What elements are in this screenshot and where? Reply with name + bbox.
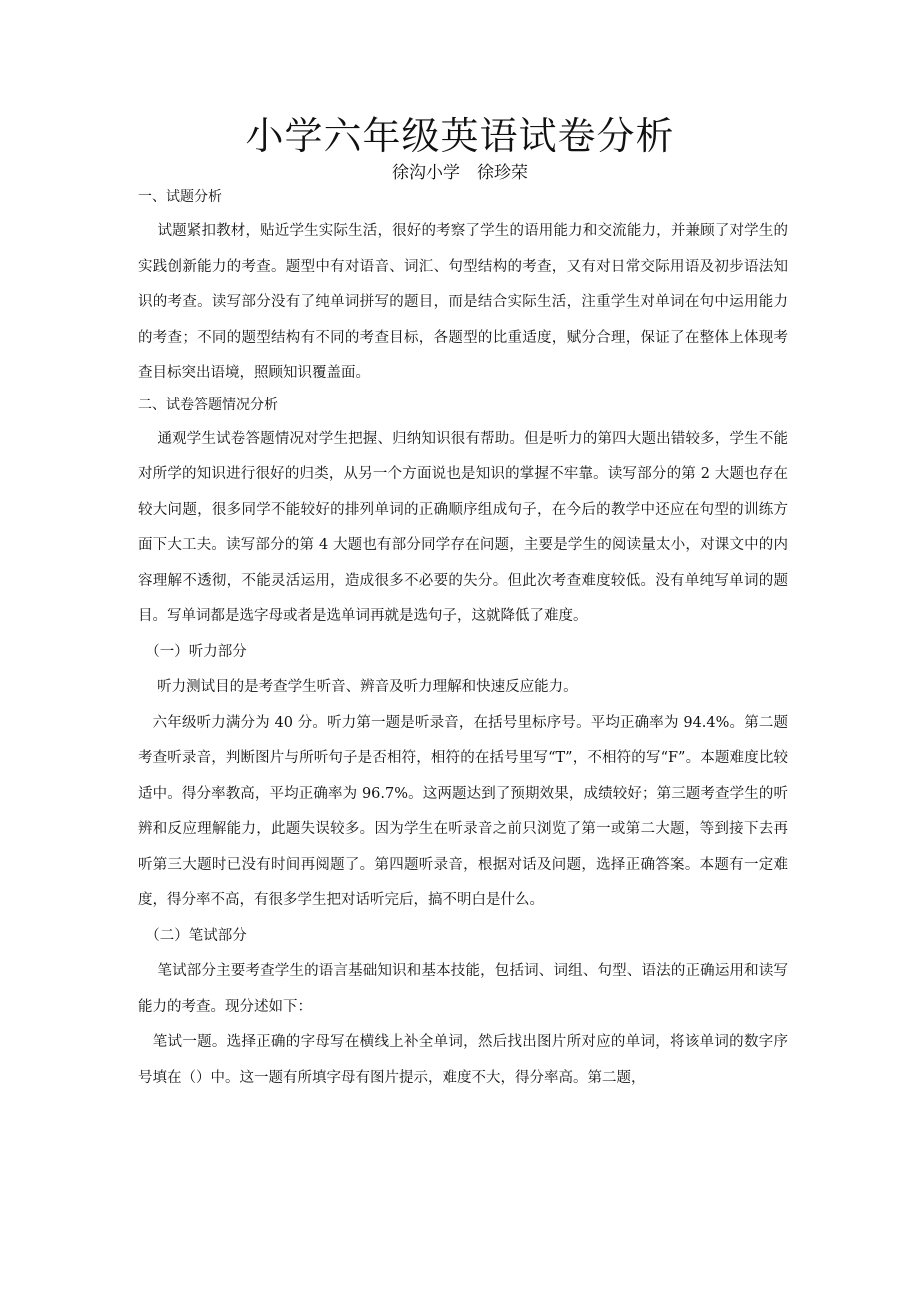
section-paragraph: 六年级听力满分为 40 分。听力第一题是听录音，在括号里标序号。平均正确率为 94.4%。第二题考查听录音，判断图片与所听句子是否相符，相符的在括号里写“T”，不相符的写“F”。本题难度比较适中。得分率教高，平均正确率为 96.7%。这两题达到了预期效果，成绩较好；第三题考查学生的听辨和反应理解能力，此题失误较多。因为学生在听录音之前只浏览了第一或第二大题，等到接下去再听第三大题时已没有时间再阅题了。第四题听录音，根据对话及问题，选择正确答案。本题有一定难度，得分率不高，有很多学生把对话听完后，搞不明白是什么。: [138, 714, 788, 908]
section-paragraph: 通观学生试卷答题情况对学生把握、归纳知识很有帮助。但是听力的第四大题出错较多，学生不能对所学的知识进行很好的归类，从另一个方面说也是知识的掌握不牢靠。读写部分的第 2 大题也存在较大问题，很多同学不能较好的排列单词的正确顺序组成句子，在今后的教学中还应在句型的训练方面下大工夫。读写部分的第 4 大题也有部分同学存在问题，主要是学生的阅读量太小，对课文中的内容理解不透彻，不能灵活运用，造成很多不必要的失分。但此次考查难度较低。没有单纯写单词的题目。写单词都是选字母或者是选单词再就是选句子，这就降低了难度。: [138, 430, 788, 624]
section-answer-analysis: [138, 394, 788, 635]
section-listening: [138, 635, 788, 919]
section-test-analysis: [138, 186, 788, 392]
section-paragraph: 试题紧扣教材，贴近学生实际生活，很好的考察了学生的语用能力和交流能力，并兼顾了对学生的实践创新能力的考查。题型中有对语音、词汇、句型结构的考查，又有对日常交际用语及初步语法知识的考查。读写部分没有了纯单词拼写的题目，而是结合实际生活，注重学生对单词在句中运用能力的考查；不同的题型结构有不同的考查目标，各题型的比重适度，赋分合理，保证了在整体上体现考查目标突出语境，照顾知识覆盖面。: [138, 223, 788, 381]
subsection-heading: （二）笔试部分: [138, 927, 247, 944]
section-paragraph: 笔试一题。选择正确的字母写在横线上补全单词，然后找出图片所对应的单词，将该单词的数字序号填在（）中。这一题有所填字母有图片提示，难度不大，得分率高。第二题，: [138, 1034, 788, 1086]
section-heading: 二、试卷答题情况分析: [138, 396, 278, 413]
document-title: 小学六年级英语试卷分析: [245, 114, 675, 158]
section-paragraph: 笔试部分主要考查学生的语言基础知识和基本技能，包括词、词组、句型、语法的正确运用和读写能力的考查。现分述如下：: [138, 963, 788, 1015]
section-paragraph: 听力测试目的是考查学生听音、辨音及听力理解和快速反应能力。: [138, 679, 578, 695]
subsection-heading: （一）听力部分: [138, 643, 247, 660]
section-written: [138, 919, 788, 1097]
document-author: 徐沟小学 徐珍荣: [392, 163, 528, 183]
document-body: [138, 186, 788, 1096]
section-heading: 一、试题分析: [138, 189, 222, 205]
